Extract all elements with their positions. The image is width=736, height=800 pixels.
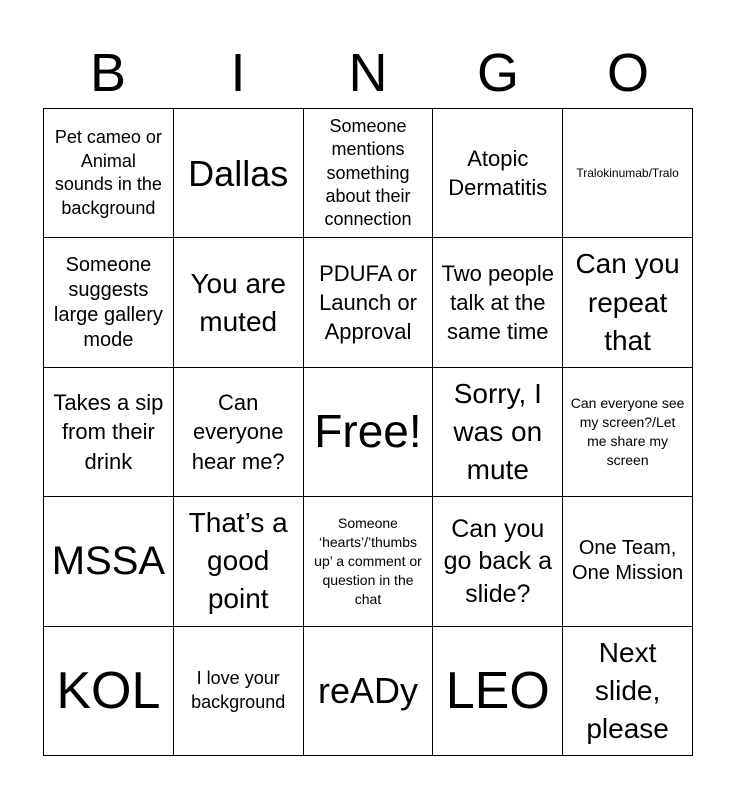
cell-text: Someone suggests large gallery mode <box>53 253 163 351</box>
cell-text: Next slide, please <box>586 636 669 744</box>
cell-text: Can everyone hear me? <box>191 390 285 474</box>
bingo-cell-r2-c1[interactable] <box>44 238 174 367</box>
bingo-cell-r1-c5[interactable] <box>563 109 693 238</box>
bingo-cell-r1-c4[interactable] <box>433 109 563 238</box>
bingo-cell-r5-c3[interactable] <box>304 627 434 756</box>
cell-text: Someone mentions something about their connection <box>324 115 412 230</box>
bingo-cell-r3-c4[interactable] <box>433 368 563 497</box>
cell-text: KOL <box>56 661 161 720</box>
cell-text: Atopic Dermatitis <box>448 145 548 201</box>
bingo-cell-r2-c3[interactable] <box>304 238 434 367</box>
bingo-cell-r3-c1[interactable] <box>44 368 174 497</box>
bingo-cell-r4-c4[interactable] <box>433 497 563 626</box>
cell-text: Pet cameo or Animal sounds in the background <box>54 127 162 218</box>
bingo-cell-r3-c2[interactable] <box>174 368 304 497</box>
cell-text: PDUFA or Launch or Approval <box>319 260 417 345</box>
cell-text: LEO <box>445 661 550 720</box>
header-letter-i: I <box>230 43 246 103</box>
bingo-cell-r5-c4[interactable] <box>433 627 563 756</box>
bingo-cell-r5-c1[interactable] <box>44 627 174 756</box>
cell-text: Two people talk at the same time <box>441 260 555 345</box>
header-letter-g: G <box>476 43 519 103</box>
bingo-header <box>43 38 693 108</box>
cell-text: Can you repeat that <box>575 248 680 356</box>
free-space-text: Free! <box>314 405 422 458</box>
bingo-cell-r2-c2[interactable] <box>174 238 304 367</box>
cell-text: Someone ‘hearts’/’thumbs up’ a comment or question in the chat <box>314 515 422 607</box>
bingo-cell-r1-c3[interactable] <box>304 109 434 238</box>
header-letter-b: B <box>89 43 127 103</box>
cell-text: Can you go back a slide? <box>443 514 552 608</box>
header-letter-o: O <box>606 43 649 103</box>
bingo-cell-r3-c3-free-space[interactable] <box>304 368 434 497</box>
header-letter-n: N <box>348 43 388 103</box>
cell-text: reADy <box>317 670 418 712</box>
cell-text: I love your background <box>191 668 286 712</box>
cell-text: Can everyone see my screen?/Let me share my screen <box>570 395 685 468</box>
cell-text: Takes a sip from their drink <box>53 390 164 474</box>
cell-text: You are muted <box>190 267 286 337</box>
bingo-cell-r4-c3[interactable] <box>304 497 434 626</box>
bingo-cell-r1-c2[interactable] <box>174 109 304 238</box>
bingo-cell-r5-c2[interactable] <box>174 627 304 756</box>
cell-text: Dallas <box>188 152 289 194</box>
bingo-cell-r4-c1[interactable] <box>44 497 174 626</box>
bingo-cell-r3-c5[interactable] <box>563 368 693 497</box>
cell-text: Tralokinumab/Tralo <box>576 166 679 180</box>
bingo-cell-r4-c2[interactable] <box>174 497 304 626</box>
bingo-cell-r2-c4[interactable] <box>433 238 563 367</box>
bingo-board <box>43 108 693 756</box>
bingo-cell-r1-c1[interactable] <box>44 109 174 238</box>
bingo-cell-r5-c5[interactable] <box>563 627 693 756</box>
cell-text: One Team, One Mission <box>572 537 684 585</box>
cell-text: MSSA <box>51 539 166 584</box>
cell-text: Sorry, I was on mute <box>453 377 543 486</box>
cell-text: That’s a good point <box>188 507 288 615</box>
bingo-cell-r2-c5[interactable] <box>563 238 693 367</box>
bingo-cell-r4-c5[interactable] <box>563 497 693 626</box>
